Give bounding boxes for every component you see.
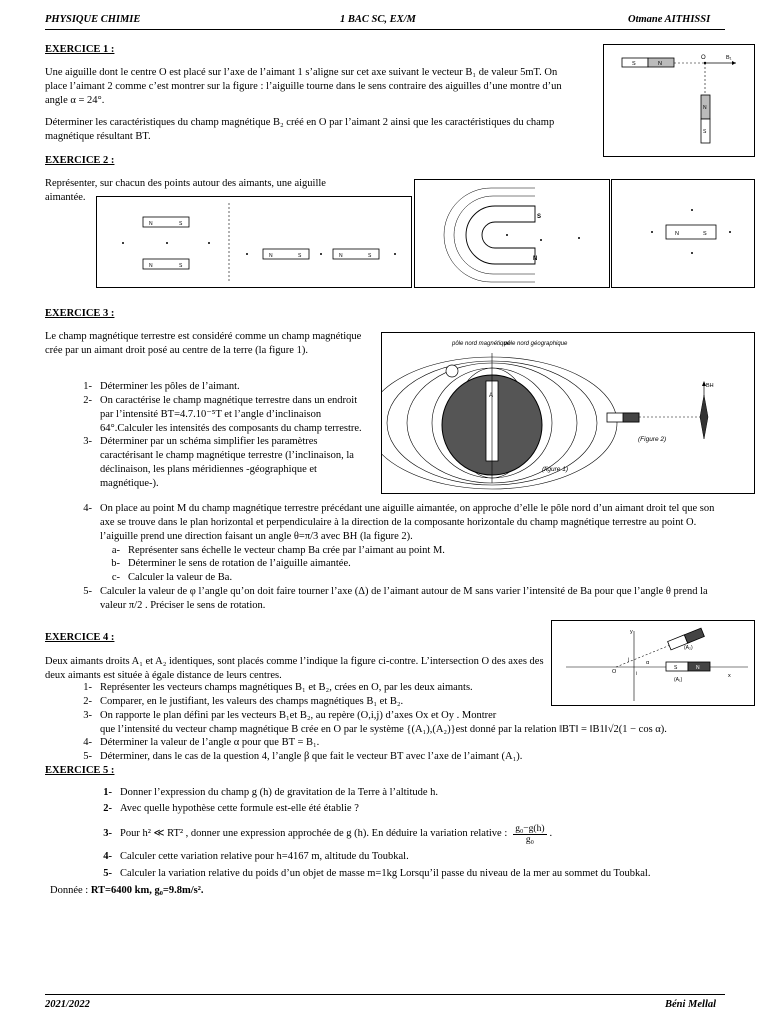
ex4-question-4-number: 4- — [83, 737, 92, 749]
ex4-magnet-a1-s-label: S — [674, 665, 678, 671]
ex5-donnee — [50, 884, 204, 898]
ex4-intro: Deux aimants droits A₁ et A₂ identiques, sont placés comme l’indique la figure ci-contre. L’intersection O des axes des deux aimants est située à égale distance de leurs centres. — [45, 656, 544, 681]
ex1-vector-b1-arrowhead — [732, 61, 736, 65]
ex2-figure-horseshoe — [414, 179, 610, 288]
ex2-magnet-top-n: N — [149, 221, 153, 227]
ex1-label-b1: B₁ — [726, 55, 732, 61]
ex3-figure — [381, 332, 755, 494]
ex1-paragraph-1: Une aiguille dont le centre O est placé sur l’axe de l’aimant 1 s’aligne sur cet axe suivant le vecteur B₁ de valeur 5mT. On place l’aimant 2 comme c’est montrer sur la figure : l’aiguille tourne dans le sens contraire des aiguilles d’une montre d’un angle α = 24°. — [45, 67, 562, 106]
ex3-sub-a-text: Représenter sans échelle le vecteur champ Ba crée par l’aimant au point M. — [128, 544, 445, 556]
ex4-question-3-continued-text: que l’intensité du vecteur champ magnétique B crée en O par le système {(A₁),(A₂)}est donné par la relation ‖BT‖ = ‖B1‖√2(1 − cos α). — [100, 723, 667, 735]
ex3-fig2-magnet-pole — [623, 413, 639, 422]
ex5-question-3: 3- Pour h² ≪ RT² , donner une expression approchée de g (h). En déduire la variation relative : $\frac{\text{g₀−g(h)}}{\text{g₀}}$ . — [88, 824, 728, 846]
ex3-intro: Le champ magnétique terrestre est considéré comme un champ magnétique crée par un aimant droit posé au centre de la terre (la figure 1). — [45, 331, 362, 356]
ex1-paragraph-2: Déterminer les caractéristiques du champ magnétique B₂ créé en O par l’aimant 2 ainsi que les caractéristiques du champ magnétique résultant BT. — [45, 117, 555, 142]
ex3-fig2-needle — [700, 395, 708, 439]
ex3-sub-b-text: Déterminer le sens de rotation de l’aiguille aimantée. — [128, 558, 351, 570]
ex2-figure-left — [96, 196, 412, 288]
ex2-magnet-left-n: N — [269, 253, 273, 259]
ex5-title: EXERCICE 5 : — [45, 765, 115, 776]
ex3-question-3-number: 3- — [83, 436, 92, 448]
ex4-question-1-number: 1- — [83, 682, 92, 693]
ex3-compass — [446, 365, 458, 377]
ex3-question-5-text: Calculer la valeur de φ l’angle qu’on doit faire tourner l’axe (Δ) de l’aimant autour de M sans varier l’intensité de Ba pour que l’angle θ prend la valeur π/2 . Préciser le sens de rotation. — [100, 586, 708, 612]
ex4-question-3-text: On rapporte le plan défini par les vecteurs B₁et B₂, au repère (O,i,j) d’axes Ox et Oy . Montrer — [100, 709, 497, 721]
header-author: Otmane AITHISSI — [628, 14, 711, 25]
ex2-point — [208, 242, 210, 244]
ex2-point — [729, 231, 731, 233]
ex5-question-2-number: 2- — [103, 803, 112, 815]
ex3-question-4-text: On place au point M du champ magnétique terrestre précédant une aiguille aimantée, on approche d’elle le pôle nord d’un aimant droit tel que son axe se trouve dans le plan horizontal et perpendiculaire à la direction de la composante horizontale du champ magnétique terrestre au point O. l’aiguille prend une direction faisant un angle θ=π/3 avec BH (la figure 2). — [100, 503, 715, 542]
ex5-question-3-number: 3- — [103, 828, 112, 840]
ex5-donnee-label: Donnée : — [50, 885, 89, 896]
ex4-question-3-number: 3- — [83, 709, 92, 721]
ex2-point — [166, 242, 168, 244]
footer-rule — [45, 994, 725, 995]
ex2-point — [651, 231, 653, 233]
ex3-magnet-label: A — [489, 393, 494, 399]
ex5-fraction-denominator: g₀ — [525, 834, 534, 845]
ex2-magnet-right-s: S — [368, 253, 372, 259]
ex4-question-2 — [68, 695, 728, 709]
ex2-paragraph: Représenter, sur chacun des points autour des aimants, une aiguille aimantée. — [45, 178, 326, 203]
ex4-question-4-text: Déterminer la valeur de l’angle α pour que BT = B₁. — [100, 737, 320, 749]
ex4-question-2-number: 2- — [83, 695, 92, 707]
ex3-title: EXERCICE 3 : — [45, 308, 115, 319]
ex4-magnet-a1-n-label: N — [696, 665, 700, 671]
ex2-point — [246, 253, 248, 255]
ex4-label-j: j — [628, 657, 630, 663]
ex1-magnet2-s-label: S — [703, 129, 707, 135]
ex5-question-4 — [88, 849, 728, 865]
ex5-questions — [88, 785, 728, 882]
ex3-sub-c-text: Calculer la valeur de Ba. — [128, 572, 233, 584]
ex3-label-pole-nord-geographique: pôle nord géographique — [504, 341, 568, 347]
ex2-point — [394, 253, 396, 255]
ex4-question-5 — [68, 750, 728, 764]
ex5-question-5-text: Calculer la variation relative du poids d’un objet de masse m=1kg Lorsqu’il passe du niveau de la mer au sommet du Toubkal. — [120, 867, 651, 879]
ex3-question-1-text: Déterminer les pôles de l’aimant. — [100, 381, 240, 392]
ex2-figure-right — [611, 179, 755, 288]
ex3-sub-b-letter: b- — [111, 558, 120, 570]
ex2-point — [691, 209, 693, 211]
ex3-question-5-number: 5- — [83, 586, 92, 598]
ex1-magnet1-n-label: N — [658, 61, 662, 67]
ex3-fig2-bh-label: BH — [706, 383, 714, 389]
ex4-label-x: x — [728, 673, 731, 679]
ex2-horseshoe-n: N — [533, 256, 538, 262]
ex3-sub-c — [68, 571, 728, 585]
ex1-magnet2-n-label: N — [703, 105, 707, 111]
ex2-magnet-single — [666, 225, 716, 239]
ex3-question-1-number: 1- — [83, 381, 92, 392]
ex2-title: EXERCICE 2 : — [45, 155, 115, 166]
ex4-label-y: y — [630, 629, 633, 635]
ex3-question-4 — [68, 502, 728, 544]
ex1-figure — [603, 44, 755, 157]
ex3-question-4-number: 4- — [83, 503, 92, 514]
footer-location: Béni Mellal — [665, 999, 717, 1010]
ex4-question-2-text: Comparer, en le justifiant, les valeurs des champs magnétiques B₁ et B₂. — [100, 695, 404, 707]
ex5-question-1-number: 1- — [103, 787, 112, 798]
ex4-question-1-text: Représenter les vecteurs champs magnétiques B₁ et B₂, crées en O, par les deux aimants. — [100, 682, 473, 693]
ex5-question-2 — [88, 801, 728, 817]
ex2-horseshoe-s: S — [537, 214, 542, 220]
ex4-question-3-continued-number — [68, 723, 100, 737]
ex4-question-1 — [68, 681, 728, 695]
ex2-point — [691, 252, 693, 254]
ex5-relative-variation-fraction — [513, 824, 546, 846]
ex4-title: EXERCICE 4 : — [45, 632, 115, 643]
ex3-question-3 — [68, 435, 373, 490]
ex5-question-2-text: Avec quelle hypothèse cette formule est-elle été établie ? — [120, 803, 359, 815]
ex5-question-4-text: Calculer cette variation relative pour h=4167 m, altitude du Toubkal. — [120, 851, 409, 863]
ex5-question-3-text: Pour h² ≪ RT² , donner une expression approchée de g (h). En déduire la variation relative : — [120, 828, 508, 840]
ex5-donnee-value: RT=6400 km, g₀=9.8m/s². — [90, 885, 204, 896]
ex3-label-figure-1: (figure 1) — [542, 466, 569, 473]
ex4-question-3 — [68, 709, 728, 723]
ex2-magnet-top-s: S — [179, 221, 183, 227]
ex4-label-o: O — [612, 669, 617, 675]
ex2-magnet-right-n: N — [339, 253, 343, 259]
header-class: 1 BAC SC, EX/M — [340, 14, 416, 25]
ex3-question-1 — [68, 380, 373, 394]
ex3-question-3-text: Déterminer par un schéma simplifier les paramètres caractérisant le champ magnétique terrestre (l’inclinaison, la déclinaison, les plans méridiennes -géographique et magnétique-). — [100, 436, 354, 490]
ex3-sub-c-letter: c- — [111, 572, 120, 584]
ex2-horseshoe-magnet — [466, 206, 538, 264]
ex3-questions-4-5 — [68, 502, 728, 613]
ex4-question-5-number: 5- — [83, 751, 92, 763]
ex4-label-i: i — [636, 671, 638, 677]
ex2-point — [578, 237, 580, 239]
ex5-question-1 — [88, 785, 728, 801]
ex3-sub-a-letter: a- — [111, 544, 120, 556]
ex2-magnet-bottom-s: S — [179, 263, 183, 269]
ex5-question-1-text: Donner l’expression du champ g (h) de gravitation de la Terre à l’altitude h. — [120, 787, 439, 798]
ex2-point — [506, 234, 508, 236]
ex2-point — [122, 242, 124, 244]
ex2-point — [320, 253, 322, 255]
ex4-label-a1: (A₁) — [674, 677, 683, 683]
ex2-magnet-left-s: S — [298, 253, 302, 259]
ex2-point — [540, 239, 542, 241]
ex3-sub-a — [68, 544, 728, 558]
header-rule — [45, 29, 725, 30]
ex4-question-4 — [68, 736, 728, 750]
ex2-magnet-single-s: S — [703, 231, 707, 237]
ex3-label-figure-2: (Figure 2) — [638, 436, 667, 443]
ex3-question-2-number: 2- — [83, 394, 92, 406]
ex3-question-2-text: On caractérise le champ magnétique terrestre dans un endroit par l’intensité BT=4.7.10⁻⁵T et l’angle d’inclinaison 64°.Calculer les intensités des composants du champ terrestre. — [100, 394, 362, 434]
ex3-question-5 — [68, 585, 728, 613]
ex5-question-5 — [88, 866, 728, 882]
ex4-question-3-continued — [68, 723, 728, 737]
ex2-field-line — [444, 188, 538, 282]
ex3-sub-b — [68, 557, 728, 571]
ex3-label-pole-nord-magnetique: pôle nord magnétique — [452, 341, 511, 347]
footer-year: 2021/2022 — [45, 999, 90, 1010]
ex4-questions — [68, 681, 728, 764]
ex3-question-2 — [68, 394, 373, 436]
ex5-question-5-number: 5- — [103, 867, 112, 879]
ex5-fraction-numerator: g₀−g(h) — [515, 823, 545, 834]
ex2-magnet-single-n: N — [675, 231, 679, 237]
ex1-title: EXERCICE 1 : — [45, 44, 115, 55]
ex3-questions-1-3 — [68, 380, 373, 491]
ex5-question-4-number: 4- — [103, 851, 112, 863]
ex4-label-alpha: α — [646, 660, 650, 666]
ex1-magnet1-s-label: S — [632, 61, 636, 67]
ex2-magnet-bottom-n: N — [149, 263, 153, 269]
ex4-label-a2: (A₂) — [684, 645, 693, 651]
ex4-question-5-text: Déterminer, dans le cas de la question 4, l’angle β que fait le vecteur BT avec l’axe de l’aimant (A₁). — [100, 751, 523, 763]
ex1-label-o: O — [701, 55, 706, 61]
header-subject: PHYSIQUE CHIMIE — [45, 14, 141, 25]
